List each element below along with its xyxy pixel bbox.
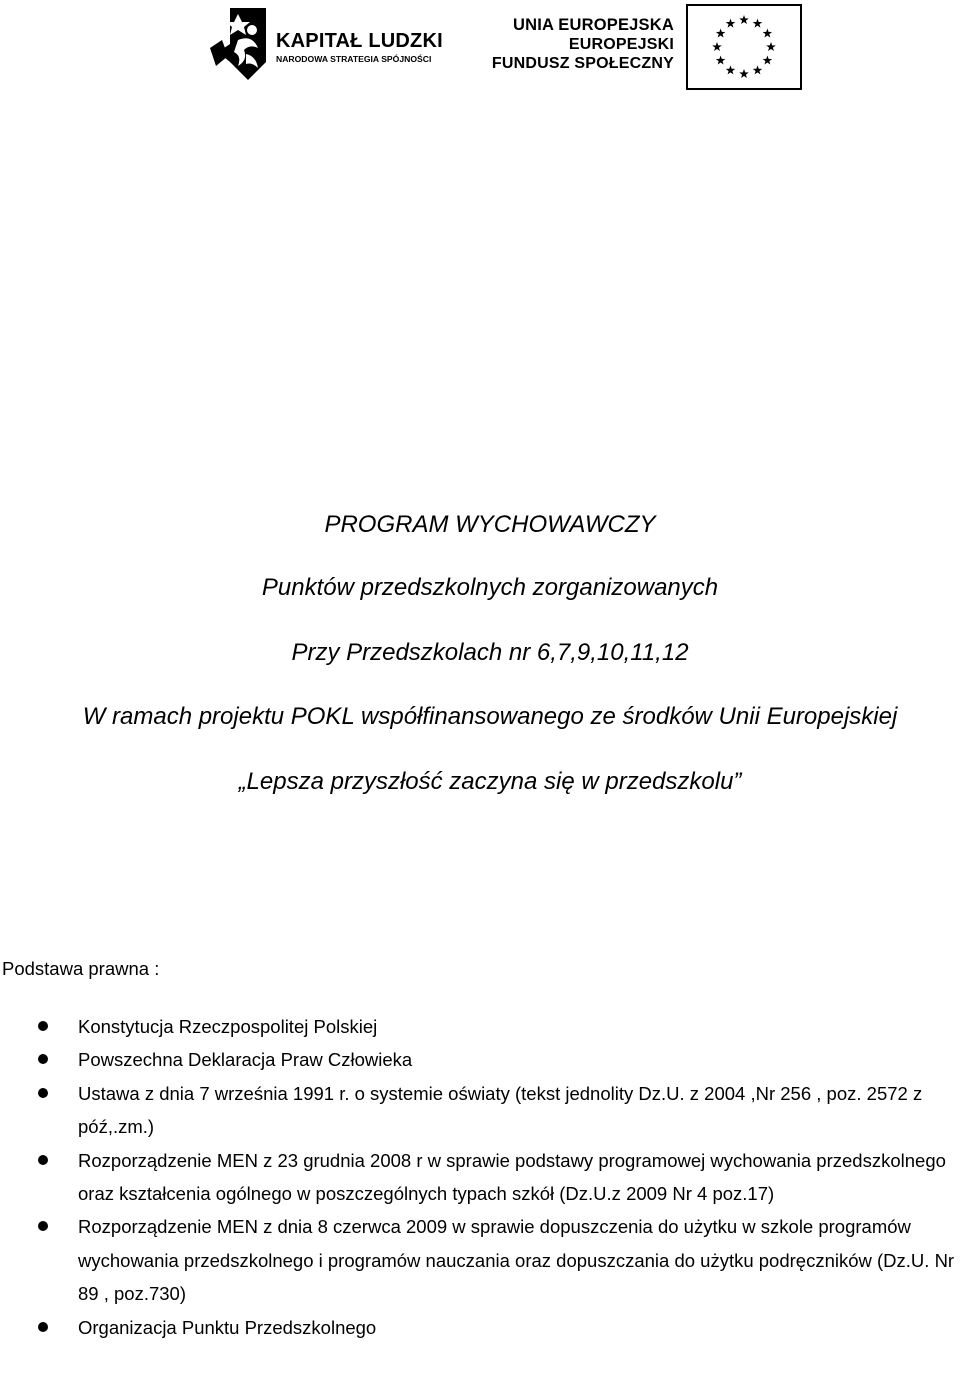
bullet-icon [38, 1322, 48, 1332]
list-item-text: Rozporządzenie MEN z 23 grudnia 2008 r w sprawie podstawy programowej wychowania przedszkolnego oraz kształcenia ogólnego w poszczególnych typach szkół (Dz.U.z 2009 Nr 4 poz.17) [78, 1149, 946, 1205]
eu-star-icon [716, 29, 726, 38]
eu-star-icon [716, 56, 726, 65]
bullet-icon [38, 1021, 48, 1031]
project-motto: „Lepsza przyszłość zaczyna się w przedszkolu” [238, 768, 742, 795]
bullet-icon [38, 1054, 48, 1064]
eu-star-icon [739, 15, 749, 24]
eu-flag-icon [686, 4, 802, 90]
eu-stars-icon [688, 6, 800, 88]
list-item-text: Organizacja Punktu Przedszkolnego [78, 1316, 377, 1338]
list-item [0, 1144, 960, 1211]
eu-star-icon [766, 42, 776, 51]
list-item [0, 1010, 960, 1043]
list-item [0, 1043, 960, 1076]
program-subtitle-1: Punktów przedszkolnych zorganizowanych [261, 574, 719, 601]
eu-star-icon [739, 69, 749, 78]
legal-basis-heading: Podstawa prawna : [2, 958, 160, 979]
bullet-icon [38, 1221, 48, 1231]
eu-star-icon [763, 56, 773, 65]
list-item [0, 1210, 960, 1310]
eu-star-icon [753, 65, 763, 74]
program-subtitle-3: W ramach projektu POKL współfinansowanego ze środków Unii Europejskiej [82, 703, 898, 730]
program-subtitle-2: Przy Przedszkolach nr 6,7,9,10,11,12 [291, 639, 689, 666]
eu-line-1: UNIA EUROPEJSKA [513, 16, 674, 34]
bullet-icon [38, 1088, 48, 1098]
kapital-ludzki-emblem-icon [208, 4, 268, 84]
kapital-ludzki-subtitle: NARODOWA STRATEGIA SPÓJNOŚCI [276, 54, 432, 64]
list-item-text: Konstytucja Rzeczpospolitej Polskiej [78, 1016, 378, 1037]
eu-star-icon [712, 42, 722, 51]
legal-basis-list [0, 1010, 960, 1344]
eu-star-icon [726, 65, 736, 74]
list-item-text: Powszechna Deklaracja Praw Człowieka [78, 1049, 413, 1071]
list-item-text: Rozporządzenie MEN z dnia 8 czerwca 2009 w sprawie dopuszczenia do użytku w szkole programów wychowania przedszkolnego i programów nauczania oraz dopuszczania do użytku podręczników (Dz.U. Nr 89 , poz.730) [78, 1216, 955, 1305]
list-item-text: Ustawa z dnia 7 września 1991 r. o systemie oświaty (tekst jednolity Dz.U. z 2004 ,Nr 256 , poz. 2572 z póź,.zm.) [78, 1082, 923, 1138]
kapital-ludzki-logo [208, 4, 454, 84]
eu-star-icon [753, 19, 763, 28]
eu-star-icon [726, 19, 736, 28]
program-title: PROGRAM WYCHOWAWCZY [324, 511, 656, 538]
list-item [0, 1311, 960, 1344]
eu-star-icon [763, 29, 773, 38]
bullet-icon [38, 1155, 48, 1165]
kapital-ludzki-name: KAPITAŁ LUDZKI [276, 30, 443, 52]
eu-line-3: FUNDUSZ SPOŁECZNY [491, 55, 674, 72]
eu-line-2: EUROPEJSKI [568, 36, 674, 53]
eu-logo-text [492, 16, 674, 73]
list-item [0, 1077, 960, 1144]
